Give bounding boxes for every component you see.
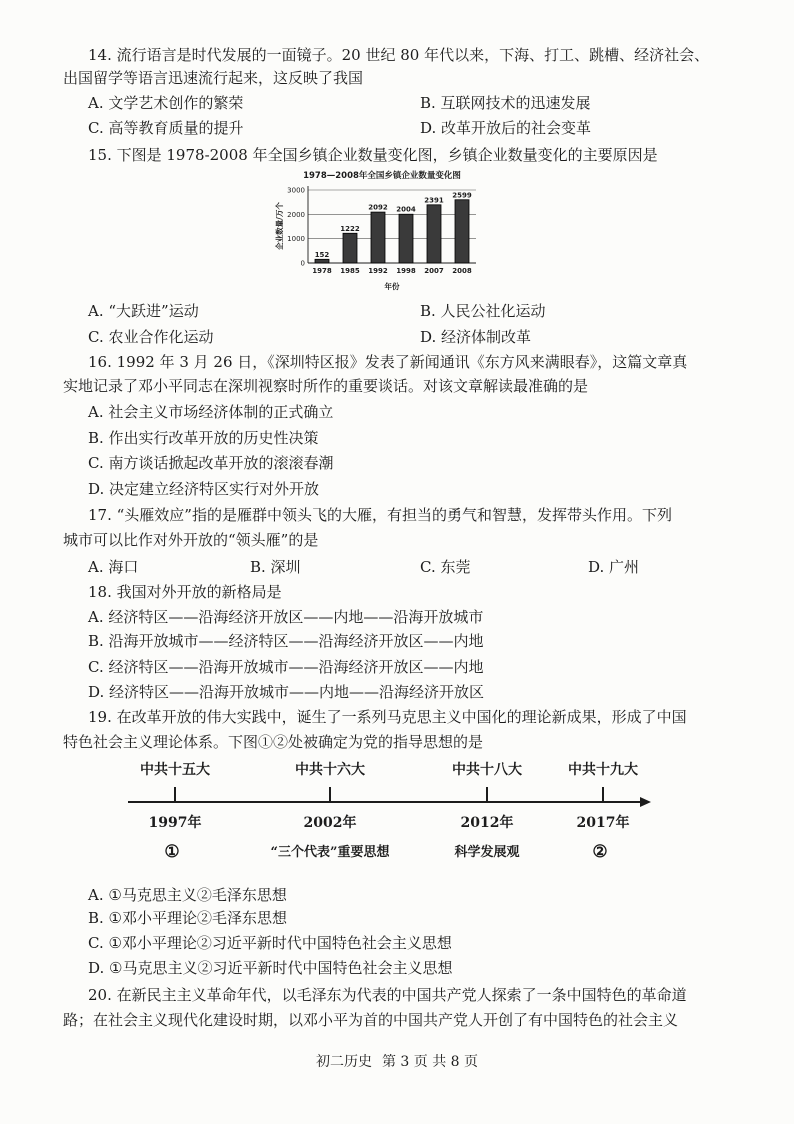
chart-bar [315, 259, 329, 263]
footer-subject: 初二历史 [315, 1054, 372, 1070]
timeline-congress-18: 中共十八大 [452, 762, 522, 778]
q20-stem-line-1: 20. 在新民主主义革命年代，以毛泽东为代表的中国共产党人探索了一条中国特色的革命道 [88, 986, 687, 1004]
timeline-note-marker-2: ② [592, 842, 608, 862]
chart-value-label: 152 [314, 250, 330, 259]
q15-option-a: A. “大跃进”运动 [88, 302, 199, 320]
q18-option-a: A. 经济特区——沿海经济开放区——内地——沿海开放城市 [88, 608, 484, 626]
q14-option-a: A. 文学艺术创作的繁荣 [88, 94, 244, 112]
q17-option-c: C. 东莞 [420, 558, 471, 576]
q16-option-b: B. 作出实行改革开放的历史性决策 [88, 429, 319, 447]
q14-stem-line-1: 14. 流行语言是时代发展的一面镜子。20 世纪 80 年代以来，下海、打工、跳槽、经济社会、 [88, 46, 710, 64]
q19-option-a: A. ①马克思主义②毛泽东思想 [88, 886, 287, 904]
q18-stem-line-1: 18. 我国对外开放的新格局是 [88, 583, 282, 601]
chart-x-tick-label: 2008 [452, 267, 472, 275]
footer-page-info: 第 3 页 共 8 页 [381, 1054, 479, 1070]
chart-y-tick-label: 3000 [287, 186, 305, 195]
timeline-year-1997: 1997年 [148, 815, 202, 831]
q15-option-b: B. 人民公社化运动 [420, 302, 546, 320]
q18-option-c: C. 经济特区——沿海开放城市——沿海经济开放区——内地 [88, 658, 484, 676]
timeline-congress-19: 中共十九大 [568, 762, 638, 778]
q15-stem-line-1: 15. 下图是 1978-2008 年全国乡镇企业数量变化图，乡镇企业数量变化的主要原因是 [88, 146, 658, 164]
timeline-congress-15: 中共十五大 [140, 762, 210, 778]
chart-value-label: 2599 [452, 191, 472, 200]
timeline-tick [174, 787, 176, 802]
chart-value-label: 2004 [396, 205, 416, 214]
timeline-tick [329, 787, 331, 802]
q19-stem-line-2: 特色社会主义理论体系。下图①②处被确定为党的指导思想的是 [63, 733, 484, 751]
chart-bar [399, 214, 413, 263]
q15-option-c: C. 农业合作化运动 [88, 328, 214, 346]
q19-option-b: B. ①邓小平理论②毛泽东思想 [88, 909, 288, 927]
q16-option-a: A. 社会主义市场经济体制的正式确立 [88, 403, 334, 421]
q19-option-c: C. ①邓小平理论②习近平新时代中国特色社会主义思想 [88, 934, 452, 952]
chart-title: 1978—2008年全国乡镇企业数量变化图 [303, 171, 461, 181]
q16-stem-line-1: 16. 1992 年 3 月 26 日，《深圳特区报》发表了新闻通讯《东方风来满眼春》，这篇文章真 [88, 353, 688, 371]
q17-option-b: B. 深圳 [250, 558, 301, 576]
timeline-tick [602, 787, 604, 802]
chart-value-label: 1222 [340, 224, 360, 233]
chart-x-tick-label: 2007 [424, 267, 444, 275]
q14-option-d: D. 改革开放后的社会变革 [420, 119, 592, 137]
chart-bar [427, 205, 441, 263]
chart-y-tick-label: 0 [300, 259, 305, 268]
chart-y-axis-label: 企业数量/万个 [275, 202, 284, 250]
chart-y-tick-label: 2000 [287, 210, 305, 219]
timeline-tick [486, 787, 488, 802]
q16-option-d: D. 决定建立经济特区实行对外开放 [88, 480, 320, 498]
timeline-congress-16: 中共十六大 [295, 762, 365, 778]
chart-value-label: 2391 [424, 196, 444, 205]
chart-x-tick-label: 1978 [312, 267, 332, 275]
chart-bar [343, 233, 357, 263]
q18-option-b: B. 沿海开放城市——经济特区——沿海经济开放区——内地 [88, 632, 484, 650]
timeline-year-2017: 2017年 [576, 815, 630, 831]
q17-option-a: A. 海口 [88, 558, 139, 576]
q19-stem-line-1: 19. 在改革开放的伟大实践中，诞生了一系列马克思主义中国化的理论新成果，形成了中国 [88, 708, 687, 726]
q17-stem-line-2: 城市可以比作对外开放的“领头雁”的是 [63, 531, 319, 549]
timeline-year-2012: 2012年 [460, 815, 514, 831]
q16-option-c: C. 南方谈话掀起改革开放的滚滚春潮 [88, 454, 334, 472]
chart-x-tick-label: 1992 [368, 267, 388, 275]
q19-option-d: D. ①马克思主义②习近平新时代中国特色社会主义思想 [88, 959, 453, 977]
q16-stem-line-2: 实地记录了邓小平同志在深圳视察时所作的重要谈话。对该文章解读最准确的是 [63, 377, 589, 395]
chart-x-tick-label: 1998 [396, 267, 416, 275]
q18-option-d: D. 经济特区——沿海开放城市——内地——沿海经济开放区 [88, 683, 485, 701]
timeline-arrow-icon [640, 797, 651, 807]
q15-option-d: D. 经济体制改革 [420, 328, 532, 346]
q17-stem-line-1: 17. “头雁效应”指的是雁群中领头飞的大雁，有担当的勇气和智慧，发挥带头作用。下列 [88, 506, 672, 524]
timeline-note-marker-1: ① [164, 842, 180, 862]
township-enterprise-bar-chart [272, 168, 486, 294]
q14-option-b: B. 互联网技术的迅速发展 [420, 94, 591, 112]
chart-x-axis-label: 年份 [384, 282, 400, 291]
timeline-note-scientific-outlook: 科学发展观 [454, 845, 520, 860]
q14-stem-line-2: 出国留学等语言迅速流行起来，这反映了我国 [63, 69, 364, 87]
timeline-year-2002: 2002年 [303, 815, 357, 831]
chart-bar [455, 200, 469, 263]
timeline-note-three-represents: “三个代表”重要思想 [270, 845, 390, 860]
q17-option-d: D. 广州 [588, 558, 640, 576]
timeline-axis [128, 801, 642, 803]
q20-stem-line-2: 路；在社会主义现代化建设时期，以邓小平为首的中国共产党人开创了有中国特色的社会主义 [63, 1011, 679, 1029]
chart-x-tick-label: 1985 [340, 267, 360, 275]
chart-bar [371, 212, 385, 263]
chart-y-tick-label: 1000 [287, 235, 305, 244]
q14-option-c: C. 高等教育质量的提升 [88, 119, 244, 137]
page-footer [0, 1052, 794, 1072]
chart-value-label: 2092 [368, 203, 388, 212]
